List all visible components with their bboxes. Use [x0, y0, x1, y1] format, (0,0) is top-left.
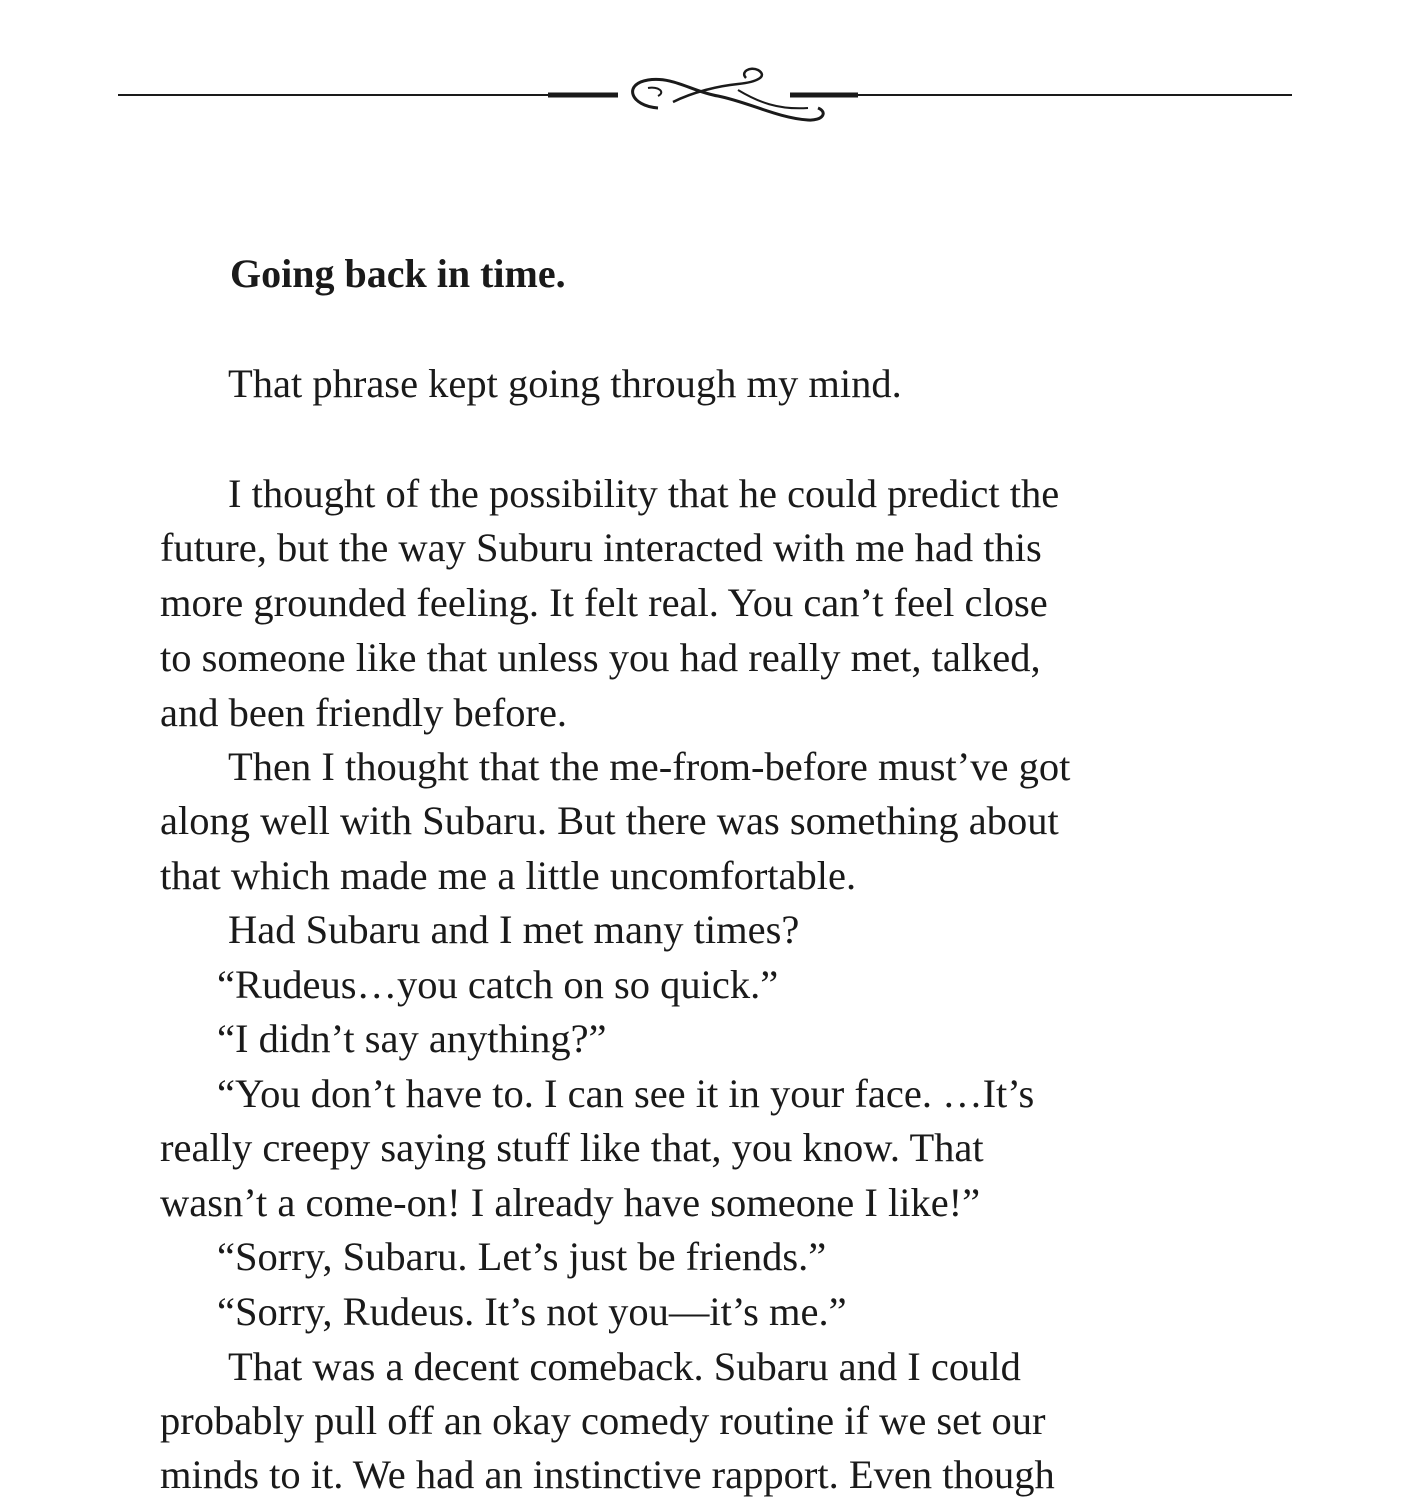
- paragraph-3-line-2: along well with Subaru. But there was something about: [160, 798, 1059, 843]
- paragraph-2-line-3: more grounded feeling. It felt real. You can’t feel close: [160, 580, 1048, 625]
- paragraph-5: “Rudeus…you catch on so quick.”: [217, 962, 779, 1007]
- paragraph-3-line-3: that which made me a little uncomfortable.: [160, 853, 857, 898]
- paragraph-9: “Sorry, Rudeus. It’s not you—it’s me.”: [217, 1289, 847, 1334]
- paragraph-7-line-1: “You don’t have to. I can see it in your face. …It’s: [217, 1071, 1035, 1116]
- paragraph-2-line-5: and been friendly before.: [160, 690, 568, 735]
- paragraph-7-line-3: wasn’t a come-on! I already have someone I like!”: [160, 1180, 981, 1225]
- paragraph-1: That phrase kept going through my mind.: [228, 361, 902, 406]
- paragraph-10-line-1: That was a decent comeback. Subaru and I could: [228, 1344, 1021, 1389]
- paragraph-6: “I didn’t say anything?”: [217, 1016, 607, 1061]
- paragraph-8: “Sorry, Subaru. Let’s just be friends.”: [217, 1234, 827, 1279]
- section-heading: Going back in time.: [230, 251, 566, 296]
- paragraph-7-line-2: really creepy saying stuff like that, you know. That: [160, 1125, 984, 1170]
- paragraph-4: Had Subaru and I met many times?: [228, 907, 800, 952]
- paragraph-2-line-4: to someone like that unless you had really met, talked,: [160, 635, 1041, 680]
- paragraph-3-line-1: Then I thought that the me-from-before must’ve got: [228, 744, 1071, 789]
- paragraph-2-line-2: future, but the way Suburu interacted with me had this: [160, 525, 1042, 570]
- paragraph-10-line-2: probably pull off an okay comedy routine if we set our: [160, 1398, 1046, 1443]
- paragraph-2-line-1: I thought of the possibility that he could predict the: [228, 471, 1060, 516]
- ornament-divider-icon: [118, 62, 1292, 132]
- paragraph-10-line-3: minds to it. We had an instinctive rapport. Even though: [160, 1452, 1055, 1497]
